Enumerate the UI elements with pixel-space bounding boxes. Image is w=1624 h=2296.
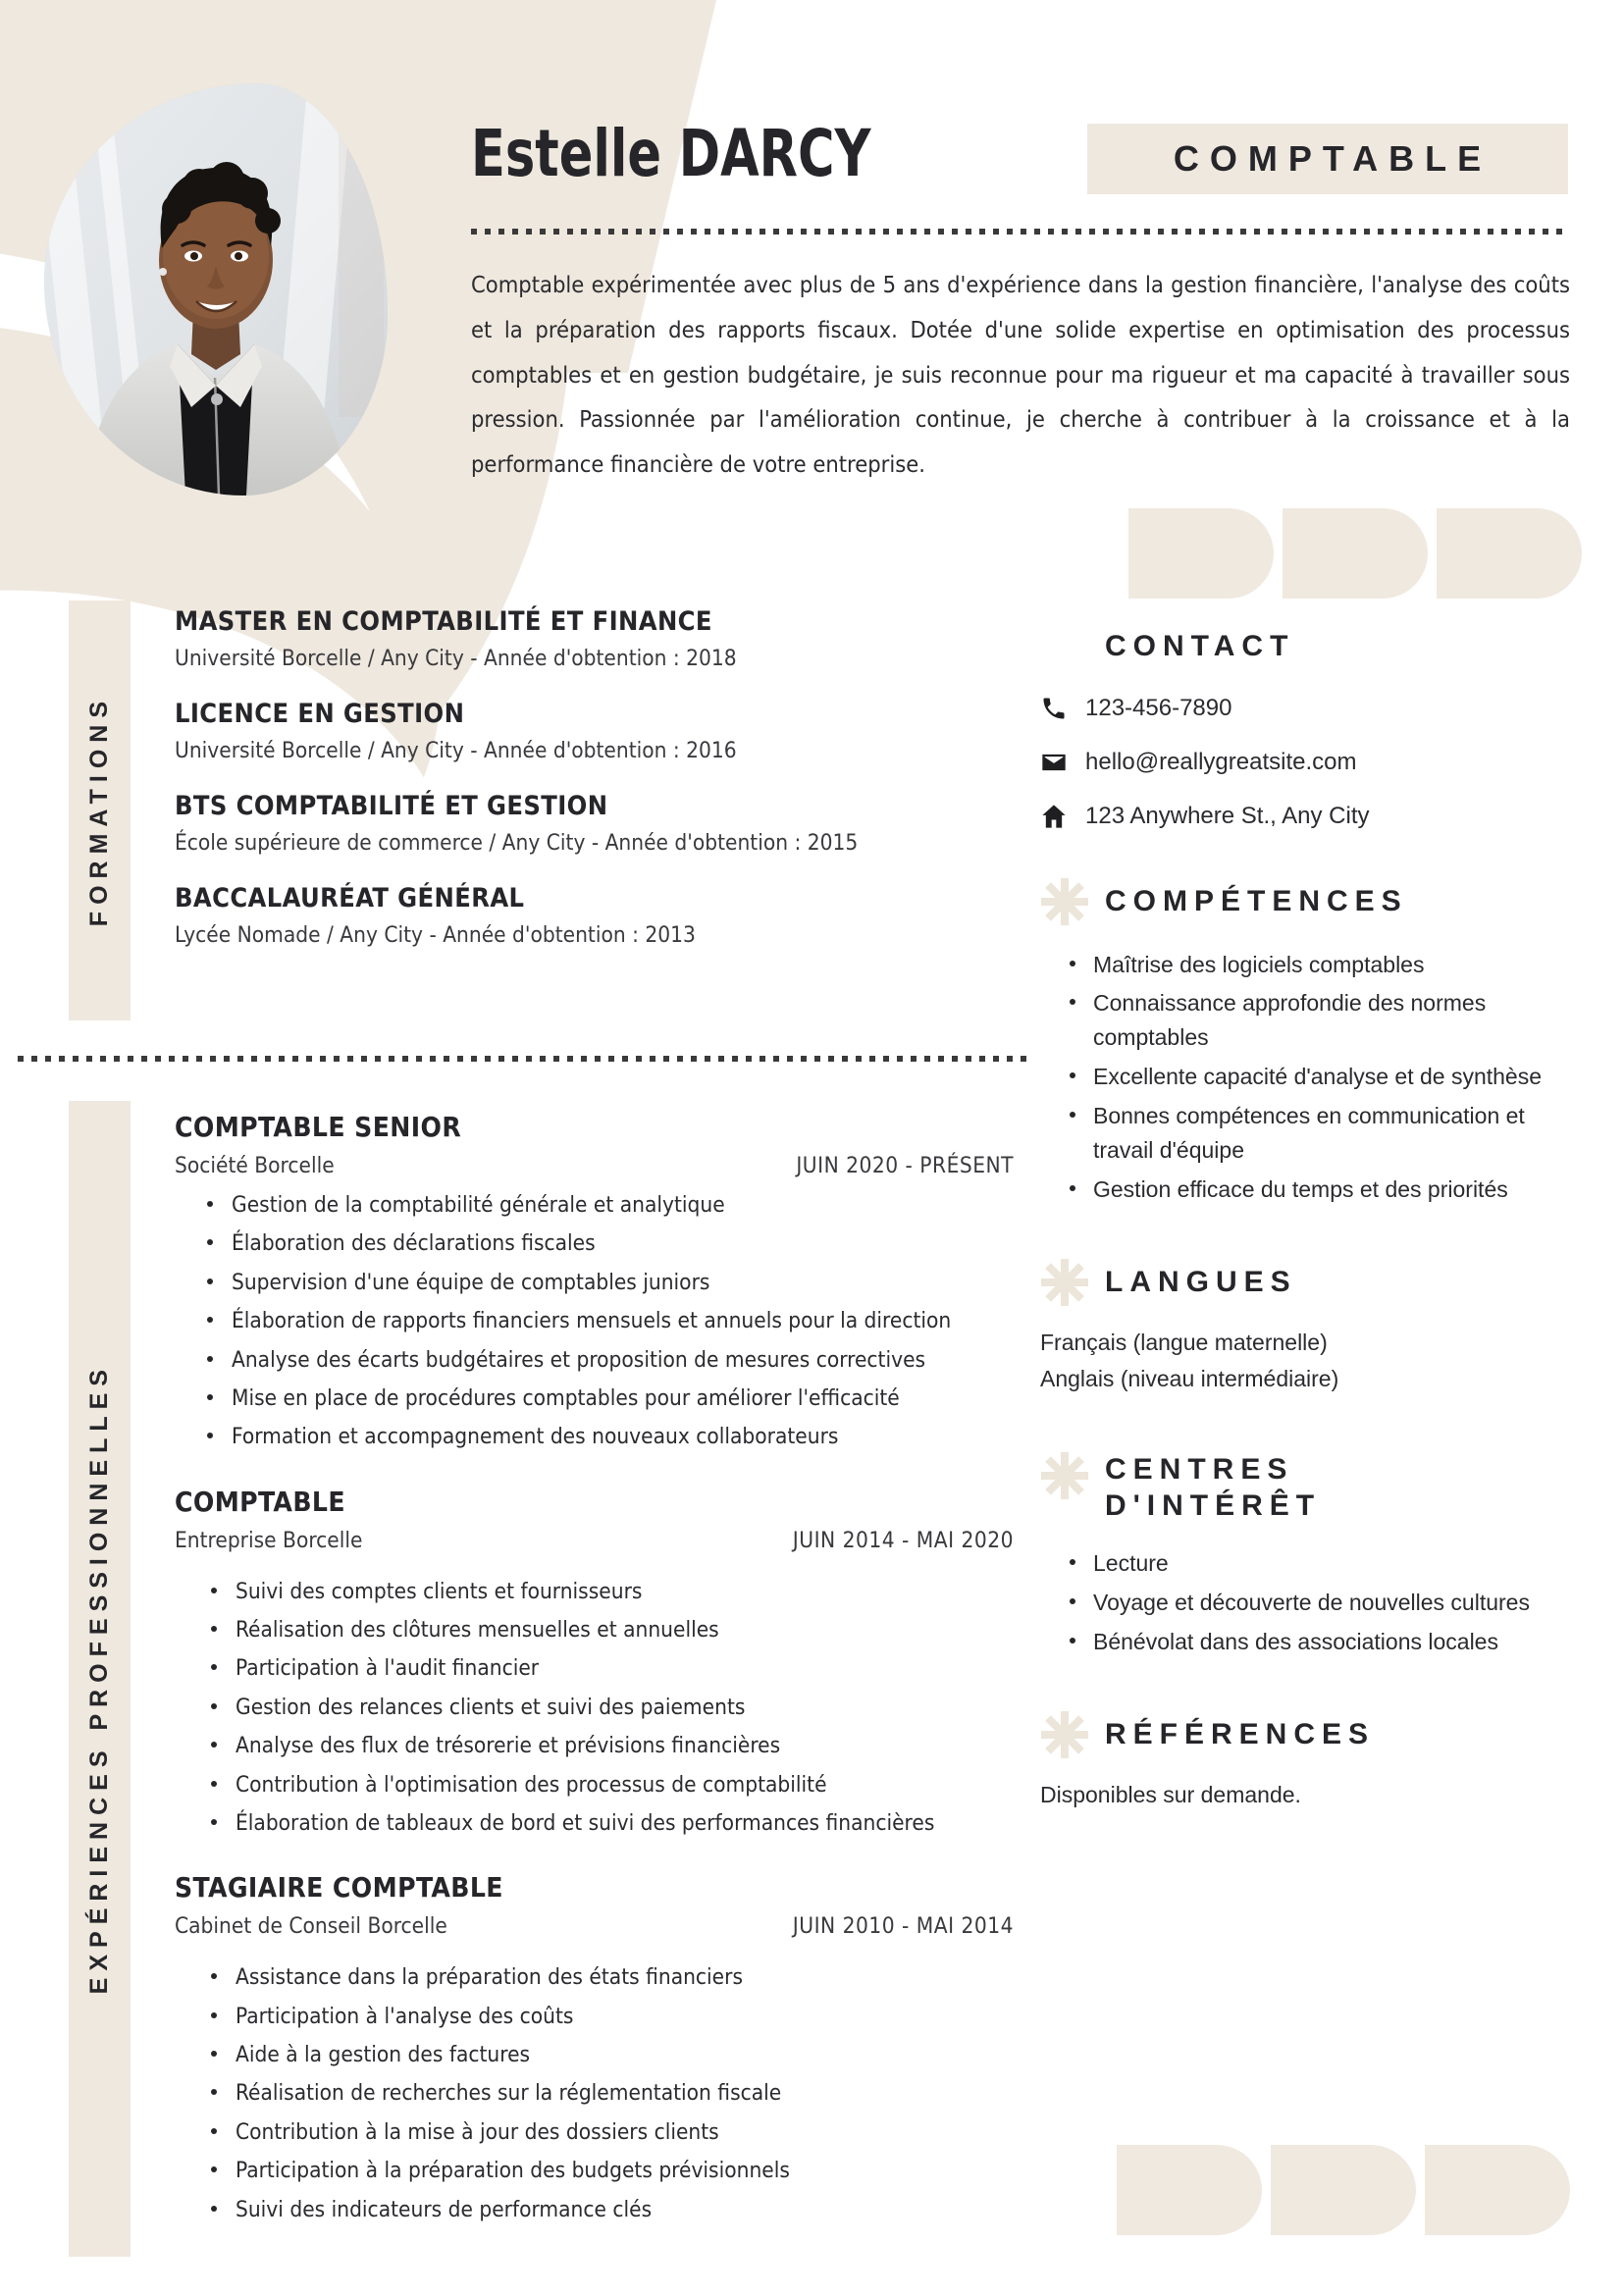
section-competences	[1040, 877, 1590, 1208]
job-bullet-list	[179, 1962, 1038, 2224]
list-item: Formation et accompagnement des nouveaux collaborateurs	[204, 1422, 1038, 1451]
list-item: Participation à l'analyse des coûts	[208, 2002, 1038, 2031]
job-dates: JUIN 2014 - MAI 2020	[792, 1527, 1014, 1553]
contact-email-value: hello@reallygreatsite.com	[1085, 748, 1357, 775]
sidebar-right	[1040, 628, 1590, 1820]
section-tab-formations-label: FORMATIONS	[85, 694, 113, 927]
job-bullet-list	[175, 1190, 1038, 1452]
section-tab-experiences	[69, 1101, 131, 2257]
job-meta	[175, 1913, 1014, 1939]
decor-d-shapes-top	[1128, 508, 1582, 599]
list-item: Contribution à la mise à jour des dossiers clients	[208, 2117, 1038, 2147]
job-company: Cabinet de Conseil Borcelle	[175, 1913, 447, 1940]
list-item: Lecture	[1068, 1546, 1590, 1581]
section-header	[1040, 1258, 1590, 1307]
section-header	[1040, 877, 1590, 926]
section-title: COMPÉTENCES	[1105, 884, 1408, 917]
list-item	[175, 699, 1038, 763]
education-subtitle: Lycée Nomade / Any City - Année d'obtention : 2013	[175, 922, 696, 948]
experience-item	[175, 1486, 1038, 1839]
list-item: Élaboration des déclarations fiscales	[204, 1228, 1038, 1258]
divider-top-dotted	[471, 229, 1568, 235]
list-item: Contribution à l'optimisation des processus de comptabilité	[208, 1770, 1038, 1800]
role-badge-label: COMPTABLE	[1173, 138, 1493, 179]
experience-item	[175, 1871, 1038, 2224]
list-item: Connaissance approfondie des normes comptables	[1068, 986, 1590, 1055]
section-interets	[1040, 1451, 1590, 1659]
job-meta	[175, 1528, 1014, 1553]
list-item: Bonnes compétences en communication et travail d'équipe	[1068, 1099, 1590, 1168]
section-header	[1040, 1451, 1590, 1525]
list-item	[175, 883, 1038, 948]
asterisk-icon	[1040, 1710, 1089, 1759]
list-item: Suivi des comptes clients et fournisseurs	[208, 1577, 1038, 1606]
divider-middle-dotted	[18, 1056, 1028, 1062]
mail-icon	[1040, 749, 1085, 776]
experiences-list	[175, 1111, 1038, 2258]
education-title: LICENCE EN GESTION	[175, 699, 465, 729]
list-item: Analyse des flux de trésorerie et prévisions financières	[208, 1731, 1038, 1760]
list-item: Élaboration de tableaux de bord et suivi des performances financières	[208, 1808, 1038, 1838]
list-item: Gestion de la comptabilité générale et analytique	[204, 1190, 1038, 1220]
phone-icon	[1040, 695, 1085, 722]
section-contact	[1040, 628, 1590, 830]
job-bullet-list	[179, 1577, 1038, 1839]
job-title: COMPTABLE SENIOR	[175, 1111, 462, 1143]
formations-list	[175, 606, 1038, 975]
job-company: Entreprise Borcelle	[175, 1527, 363, 1553]
asterisk-icon	[1040, 1451, 1089, 1500]
list-item: Gestion efficace du temps et des priorités	[1068, 1173, 1590, 1207]
profile-summary: Comptable expérimentée avec plus de 5 ans d'expérience dans la gestion financière, l'analyse des coûts et la préparation des rapports fiscaux. Dotée d'une solide expertise en optimisation des processus comptables et en gestion budgétaire, je suis reconnue pour ma rigueur et ma capacité à travailler sous pression. Passionnée par l'amélioration continue, je cherche à contribuer à la croissance et à la performance financière de votre entreprise.	[471, 271, 1570, 479]
section-header	[1040, 628, 1590, 665]
d-shape-icon	[1437, 508, 1582, 599]
job-company: Société Borcelle	[175, 1153, 335, 1178]
education-title: BTS COMPTABILITÉ ET GESTION	[175, 791, 608, 821]
section-references	[1040, 1710, 1590, 1812]
list-item: Réalisation de recherches sur la réglementation fiscale	[208, 2078, 1038, 2108]
d-shape-icon	[1271, 2145, 1416, 2235]
section-tab-experiences-label: EXPÉRIENCES PROFESSIONNELLES	[85, 1363, 113, 1995]
list-item: Élaboration de rapports financiers mensuels et annuels pour la direction	[204, 1306, 1038, 1335]
contact-row-address[interactable]	[1040, 803, 1590, 830]
contact-address-value: 123 Anywhere St., Any City	[1085, 802, 1370, 829]
competences-list	[1040, 948, 1590, 1208]
contact-row-phone[interactable]	[1040, 695, 1590, 722]
contact-row-email[interactable]	[1040, 749, 1590, 776]
asterisk-icon	[1040, 1258, 1089, 1307]
asterisk-icon	[1040, 877, 1089, 926]
list-item: Suivi des indicateurs de performance clés	[208, 2195, 1038, 2224]
section-title: RÉFÉRENCES	[1105, 1717, 1376, 1750]
list-item: Voyage et découverte de nouvelles cultures	[1068, 1586, 1590, 1620]
section-header	[1040, 1710, 1590, 1759]
contact-list	[1040, 695, 1590, 830]
section-tab-formations	[69, 600, 131, 1020]
d-shape-icon	[1117, 2145, 1262, 2235]
home-icon	[1040, 803, 1085, 830]
decor-d-shapes-bottom	[1117, 2145, 1570, 2235]
list-item	[175, 606, 1038, 671]
list-item	[175, 791, 1038, 856]
job-meta	[175, 1153, 1014, 1178]
contact-phone-value: 123-456-7890	[1085, 694, 1232, 721]
list-item: Gestion des relances clients et suivi des paiements	[208, 1693, 1038, 1722]
education-title: MASTER EN COMPTABILITÉ ET FINANCE	[175, 606, 712, 637]
job-title: STAGIAIRE COMPTABLE	[175, 1871, 503, 1905]
list-item: Bénévolat dans des associations locales	[1068, 1625, 1590, 1659]
education-subtitle: École supérieure de commerce / Any City - Année d'obtention : 2015	[175, 830, 859, 856]
job-dates: JUIN 2020 - PRÉSENT	[796, 1153, 1014, 1178]
education-subtitle: Université Borcelle / Any City - Année d'obtention : 2018	[175, 646, 737, 671]
education-subtitle: Université Borcelle / Any City - Année d'obtention : 2016	[175, 738, 737, 763]
d-shape-icon	[1283, 508, 1428, 599]
d-shape-icon	[1128, 508, 1274, 599]
langue-item: Anglais (niveau intermédiaire)	[1040, 1365, 1339, 1391]
list-item: Réalisation des clôtures mensuelles et annuelles	[208, 1615, 1038, 1644]
education-title: BACCALAURÉAT GÉNÉRAL	[175, 883, 525, 913]
section-title: LANGUES	[1105, 1266, 1297, 1299]
list-item: Maîtrise des logiciels comptables	[1068, 948, 1590, 982]
list-item: Mise en place de procédures comptables pour améliorer l'efficacité	[204, 1383, 1038, 1413]
list-item: Participation à la préparation des budgets prévisionnels	[208, 2156, 1038, 2185]
section-title-line-2: D'INTÉRÊT	[1105, 1489, 1322, 1523]
experience-item	[175, 1111, 1038, 1452]
langue-item: Français (langue maternelle)	[1040, 1330, 1328, 1356]
section-langues	[1040, 1258, 1590, 1396]
list-item: Excellente capacité d'analyse et de synthèse	[1068, 1060, 1590, 1094]
job-dates: JUIN 2010 - MAI 2014	[792, 1913, 1014, 1940]
d-shape-icon	[1425, 2145, 1570, 2235]
list-item: Analyse des écarts budgétaires et proposition de mesures correctives	[204, 1345, 1038, 1375]
status-badge	[1087, 124, 1568, 194]
interets-list	[1040, 1546, 1590, 1659]
job-title: COMPTABLE	[175, 1485, 345, 1518]
section-title	[1105, 1451, 1321, 1525]
section-title-line-1: CENTRES	[1105, 1452, 1294, 1486]
list-item: Aide à la gestion des factures	[208, 2040, 1038, 2069]
list-item: Supervision d'une équipe de comptables juniors	[204, 1268, 1038, 1297]
list-item: Participation à l'audit financier	[208, 1653, 1038, 1683]
list-item: Assistance dans la préparation des états financiers	[208, 1962, 1038, 1992]
references-text: Disponibles sur demande.	[1040, 1781, 1301, 1807]
page-title: Estelle DARCY	[471, 116, 871, 191]
section-title: CONTACT	[1105, 630, 1295, 662]
